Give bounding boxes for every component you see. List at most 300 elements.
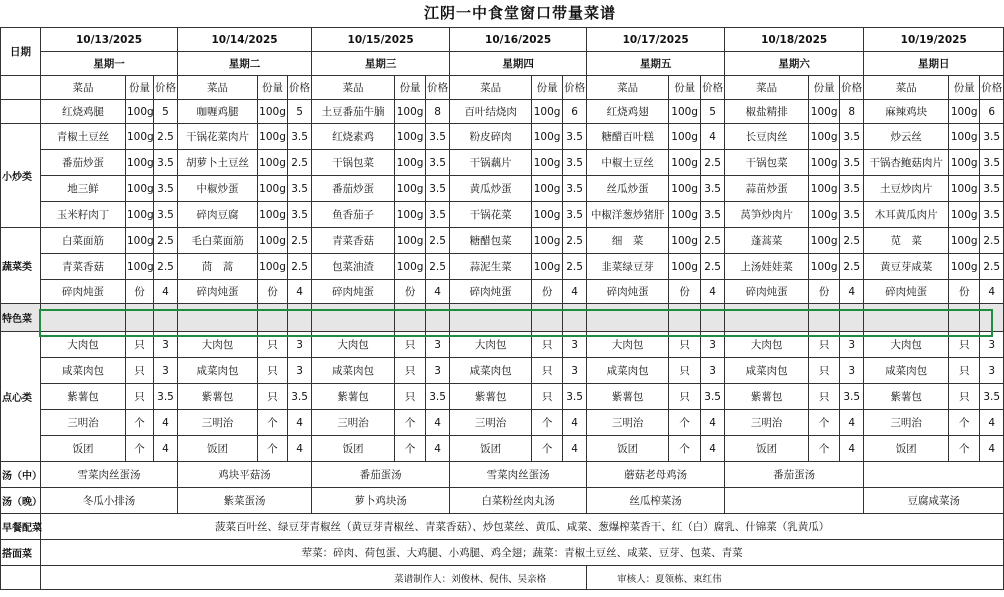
dish-price[interactable]: 3.5 <box>840 384 864 410</box>
dish-name[interactable]: 咸菜肉包 <box>178 358 258 384</box>
dish-price[interactable]: 4 <box>701 124 725 150</box>
dish-portion[interactable]: 100g <box>532 254 563 280</box>
dish-name[interactable]: 百叶结烧肉 <box>450 100 532 124</box>
dish-price[interactable]: 3.5 <box>701 176 725 202</box>
dish-name[interactable]: 中椒洋葱炒猪肝 <box>587 202 669 228</box>
dish-price[interactable]: 3.5 <box>840 176 864 202</box>
dish-portion[interactable]: 份 <box>949 280 980 304</box>
dish-price[interactable]: 4 <box>840 436 864 462</box>
dish-portion[interactable]: 100g <box>258 202 288 228</box>
dish-price[interactable]: 2.5 <box>980 228 1004 254</box>
dish-price[interactable]: 4 <box>840 410 864 436</box>
dish-price[interactable]: 2.5 <box>840 228 864 254</box>
col-header-price[interactable]: 价格 <box>426 76 450 100</box>
dish-name[interactable] <box>312 304 395 332</box>
dish-portion[interactable]: 100g <box>395 124 426 150</box>
dish-price[interactable]: 3.5 <box>426 176 450 202</box>
dish-name[interactable]: 碎肉炖蛋 <box>178 280 258 304</box>
dish-portion[interactable] <box>126 304 154 332</box>
dish-price[interactable]: 3.5 <box>154 150 178 176</box>
dish-price[interactable]: 5 <box>701 100 725 124</box>
dish-name[interactable]: 大肉包 <box>450 332 532 358</box>
dish-portion[interactable]: 份 <box>126 280 154 304</box>
dish-price[interactable]: 3.5 <box>288 124 312 150</box>
dish-price[interactable]: 3.5 <box>154 202 178 228</box>
dish-name[interactable] <box>41 304 126 332</box>
dish-portion[interactable]: 只 <box>532 332 563 358</box>
dish-price[interactable]: 4 <box>154 410 178 436</box>
dish-name[interactable]: 韭菜绿豆芽 <box>587 254 669 280</box>
dish-portion[interactable]: 只 <box>669 358 701 384</box>
dish-portion[interactable]: 100g <box>126 228 154 254</box>
dish-portion[interactable]: 只 <box>395 332 426 358</box>
soup_eve-item[interactable]: 紫菜蛋汤 <box>178 488 312 514</box>
dish-name[interactable]: 咸菜肉包 <box>725 358 809 384</box>
dish-name[interactable]: 碎肉炖蛋 <box>864 280 949 304</box>
dish-portion[interactable]: 只 <box>532 384 563 410</box>
dish-portion[interactable]: 100g <box>809 100 840 124</box>
day-weekday[interactable]: 星期四 <box>450 52 587 76</box>
dish-portion[interactable]: 100g <box>532 124 563 150</box>
dish-price[interactable]: 3.5 <box>426 202 450 228</box>
dish-portion[interactable]: 只 <box>126 358 154 384</box>
day-date[interactable]: 10/15/2025 <box>312 28 450 52</box>
soup_eve-item[interactable]: 萝卜鸡块汤 <box>312 488 450 514</box>
dish-portion[interactable]: 100g <box>809 150 840 176</box>
dish-name[interactable]: 碎肉炖蛋 <box>587 280 669 304</box>
dish-price[interactable]: 3.5 <box>980 124 1004 150</box>
dish-portion[interactable]: 100g <box>669 254 701 280</box>
footer-blank[interactable] <box>1 566 41 590</box>
dish-portion[interactable]: 个 <box>809 410 840 436</box>
row-label-veg[interactable]: 蔬菜类 <box>1 228 41 304</box>
dish-portion[interactable] <box>809 304 840 332</box>
dish-portion[interactable]: 个 <box>809 436 840 462</box>
dish-portion[interactable]: 100g <box>669 176 701 202</box>
dish-portion[interactable]: 100g <box>669 150 701 176</box>
day-date[interactable]: 10/13/2025 <box>41 28 178 52</box>
dish-portion[interactable]: 只 <box>949 384 980 410</box>
dish-name[interactable]: 毛白菜面筋 <box>178 228 258 254</box>
dish-name[interactable]: 苋 菜 <box>864 228 949 254</box>
dish-portion[interactable] <box>258 304 288 332</box>
dish-portion[interactable]: 个 <box>258 410 288 436</box>
dish-name[interactable]: 中椒炒蛋 <box>178 176 258 202</box>
dish-portion[interactable]: 100g <box>809 124 840 150</box>
soup_eve-item[interactable]: 丝瓜榨菜汤 <box>587 488 725 514</box>
dish-portion[interactable]: 100g <box>395 100 426 124</box>
dish-price[interactable]: 2.5 <box>288 150 312 176</box>
dish-portion[interactable]: 个 <box>949 410 980 436</box>
dish-price[interactable]: 4 <box>701 410 725 436</box>
dish-name[interactable]: 胡萝卜土豆丝 <box>178 150 258 176</box>
dish-name[interactable] <box>725 304 809 332</box>
dish-portion[interactable] <box>669 304 701 332</box>
dish-price[interactable]: 2.5 <box>701 150 725 176</box>
dish-name[interactable]: 咸菜肉包 <box>450 358 532 384</box>
dish-price[interactable] <box>840 304 864 332</box>
dish-portion[interactable]: 只 <box>395 358 426 384</box>
dish-name[interactable]: 丝瓜炒蛋 <box>587 176 669 202</box>
dish-price[interactable]: 6 <box>563 100 587 124</box>
dish-name[interactable]: 炒云丝 <box>864 124 949 150</box>
dish-portion[interactable]: 个 <box>395 410 426 436</box>
dish-price[interactable]: 2.5 <box>154 228 178 254</box>
dish-portion[interactable]: 只 <box>669 384 701 410</box>
dish-price[interactable]: 4 <box>426 436 450 462</box>
soup_noon-item[interactable] <box>864 462 1004 488</box>
dish-price[interactable]: 3.5 <box>154 176 178 202</box>
row-label-empty[interactable] <box>1 100 41 124</box>
dish-name[interactable]: 饭团 <box>725 436 809 462</box>
dish-price[interactable]: 3 <box>980 358 1004 384</box>
dish-name[interactable]: 中椒土豆丝 <box>587 150 669 176</box>
dish-portion[interactable] <box>949 304 980 332</box>
day-weekday[interactable]: 星期五 <box>587 52 725 76</box>
dish-portion[interactable]: 100g <box>532 202 563 228</box>
dish-portion[interactable]: 100g <box>532 150 563 176</box>
footer-reviewers[interactable]: 审核人：夏领栋、束红伟 <box>587 566 1004 590</box>
soup_noon-item[interactable]: 蘑菇老母鸡汤 <box>587 462 725 488</box>
dish-price[interactable]: 3 <box>701 332 725 358</box>
dish-portion[interactable]: 份 <box>395 280 426 304</box>
dish-name[interactable]: 糖醋百叶糕 <box>587 124 669 150</box>
dish-portion[interactable]: 个 <box>258 436 288 462</box>
dish-portion[interactable]: 100g <box>258 228 288 254</box>
col-header-price[interactable]: 价格 <box>154 76 178 100</box>
dish-portion[interactable]: 份 <box>809 280 840 304</box>
col-header-price[interactable]: 价格 <box>840 76 864 100</box>
dish-portion[interactable]: 100g <box>258 254 288 280</box>
dish-name[interactable]: 鱼香茄子 <box>312 202 395 228</box>
col-header-portion[interactable]: 份量 <box>809 76 840 100</box>
dish-name[interactable]: 木耳黄瓜肉片 <box>864 202 949 228</box>
dish-portion[interactable]: 100g <box>126 254 154 280</box>
dish-price[interactable]: 3.5 <box>980 202 1004 228</box>
row-label-breakfast[interactable]: 早餐配菜 <box>1 514 41 540</box>
dish-portion[interactable] <box>395 304 426 332</box>
takeaway-items[interactable]: 荤菜：碎肉、荷包蛋、大鸡腿、小鸡腿、鸡全翅；蔬菜：青椒土豆丝、咸菜、豆芽、包菜、青菜 <box>41 540 1004 566</box>
dish-portion[interactable]: 100g <box>669 228 701 254</box>
dish-portion[interactable]: 100g <box>395 176 426 202</box>
dish-price[interactable]: 4 <box>288 280 312 304</box>
dish-name[interactable]: 番茄炒蛋 <box>312 176 395 202</box>
dish-name[interactable]: 紫薯包 <box>587 384 669 410</box>
dish-price[interactable]: 3.5 <box>980 384 1004 410</box>
dish-name[interactable]: 紫薯包 <box>864 384 949 410</box>
dish-portion[interactable]: 个 <box>126 436 154 462</box>
dish-price[interactable]: 4 <box>154 280 178 304</box>
dish-name[interactable] <box>864 304 949 332</box>
dish-price[interactable]: 3 <box>563 358 587 384</box>
dish-price[interactable]: 3 <box>840 332 864 358</box>
row-label-special[interactable]: 特色菜 <box>1 304 41 332</box>
soup_noon-item[interactable]: 雪菜肉丝蛋汤 <box>450 462 587 488</box>
col-header-price[interactable]: 价格 <box>980 76 1004 100</box>
soup_noon-item[interactable]: 雪菜肉丝蛋汤 <box>41 462 178 488</box>
dish-portion[interactable]: 100g <box>126 202 154 228</box>
dish-name[interactable]: 咸菜肉包 <box>312 358 395 384</box>
dish-portion[interactable]: 只 <box>809 384 840 410</box>
dish-price[interactable]: 4 <box>288 436 312 462</box>
day-weekday[interactable]: 星期一 <box>41 52 178 76</box>
dish-name[interactable]: 咸菜肉包 <box>41 358 126 384</box>
dish-name[interactable]: 大肉包 <box>312 332 395 358</box>
dish-portion[interactable]: 100g <box>532 228 563 254</box>
dish-name[interactable]: 地三鲜 <box>41 176 126 202</box>
dish-name[interactable]: 青菜香菇 <box>41 254 126 280</box>
day-date[interactable]: 10/14/2025 <box>178 28 312 52</box>
dish-price[interactable]: 4 <box>288 410 312 436</box>
soup_noon-item[interactable]: 鸡块平菇汤 <box>178 462 312 488</box>
corner-cell[interactable] <box>1 76 41 100</box>
dish-price[interactable]: 4 <box>980 280 1004 304</box>
dish-portion[interactable]: 只 <box>809 358 840 384</box>
dish-price[interactable]: 3.5 <box>980 150 1004 176</box>
dish-portion[interactable]: 100g <box>126 100 154 124</box>
dish-portion[interactable]: 只 <box>395 384 426 410</box>
day-weekday[interactable]: 星期日 <box>864 52 1004 76</box>
dish-price[interactable]: 5 <box>154 100 178 124</box>
dish-price[interactable]: 3.5 <box>288 384 312 410</box>
dish-price[interactable]: 3.5 <box>426 150 450 176</box>
dish-name[interactable]: 细 菜 <box>587 228 669 254</box>
dish-price[interactable]: 3 <box>426 332 450 358</box>
day-weekday[interactable]: 星期六 <box>725 52 864 76</box>
dish-name[interactable]: 黄瓜炒蛋 <box>450 176 532 202</box>
dish-name[interactable]: 紫薯包 <box>725 384 809 410</box>
dish-portion[interactable] <box>532 304 563 332</box>
dish-portion[interactable]: 个 <box>532 410 563 436</box>
soup_noon-item[interactable]: 番茄蛋汤 <box>725 462 864 488</box>
dish-portion[interactable]: 100g <box>669 124 701 150</box>
dish-price[interactable] <box>426 304 450 332</box>
dish-price[interactable]: 3.5 <box>563 124 587 150</box>
dish-portion[interactable]: 只 <box>532 358 563 384</box>
dish-portion[interactable]: 只 <box>258 332 288 358</box>
dish-portion[interactable]: 100g <box>395 254 426 280</box>
dish-name[interactable]: 干锅包菜 <box>725 150 809 176</box>
dish-name[interactable]: 三明治 <box>41 410 126 436</box>
dish-name[interactable]: 玉米籽肉丁 <box>41 202 126 228</box>
dish-portion[interactable]: 100g <box>532 100 563 124</box>
dish-portion[interactable]: 100g <box>532 176 563 202</box>
col-header-dish[interactable]: 菜品 <box>41 76 126 100</box>
dish-name[interactable]: 土豆番茄牛腩 <box>312 100 395 124</box>
dish-portion[interactable]: 100g <box>258 124 288 150</box>
breakfast-items[interactable]: 菠菜百叶丝、绿豆芽青椒丝（黄豆芽青椒丝、青菜香菇）、炒包菜丝、黄瓜、咸菜、葱爆榨菜香干、红（白）腐乳、什锦菜（乳黄瓜） <box>41 514 1004 540</box>
dish-name[interactable]: 麻辣鸡块 <box>864 100 949 124</box>
dish-price[interactable]: 3 <box>701 358 725 384</box>
dish-name[interactable]: 番茄炒蛋 <box>41 150 126 176</box>
day-date[interactable]: 10/16/2025 <box>450 28 587 52</box>
dish-portion[interactable]: 100g <box>949 150 980 176</box>
dish-name[interactable]: 三明治 <box>725 410 809 436</box>
dish-portion[interactable]: 100g <box>809 202 840 228</box>
dish-portion[interactable]: 份 <box>258 280 288 304</box>
dish-price[interactable]: 3.5 <box>154 384 178 410</box>
dish-price[interactable]: 3.5 <box>426 384 450 410</box>
dish-price[interactable]: 3.5 <box>840 202 864 228</box>
row-label-dim_sum[interactable]: 点心类 <box>1 332 41 462</box>
dish-name[interactable]: 椒盐精排 <box>725 100 809 124</box>
col-header-portion[interactable]: 份量 <box>126 76 154 100</box>
soup_eve-item[interactable]: 豆腐咸菜汤 <box>864 488 1004 514</box>
dish-portion[interactable]: 100g <box>669 100 701 124</box>
dish-price[interactable]: 3.5 <box>840 150 864 176</box>
dish-portion[interactable]: 个 <box>669 410 701 436</box>
dish-name[interactable]: 干锅包菜 <box>312 150 395 176</box>
dish-portion[interactable]: 100g <box>949 124 980 150</box>
dish-name[interactable]: 红烧鸡腿 <box>41 100 126 124</box>
dish-name[interactable]: 三明治 <box>312 410 395 436</box>
col-header-price[interactable]: 价格 <box>701 76 725 100</box>
dish-name[interactable]: 粉皮碎肉 <box>450 124 532 150</box>
row-label-date[interactable]: 日期 <box>1 28 41 76</box>
dish-price[interactable]: 8 <box>840 100 864 124</box>
row-label-stir_fry[interactable]: 小炒类 <box>1 124 41 228</box>
dish-portion[interactable]: 份 <box>532 280 563 304</box>
dish-name[interactable]: 蓬蒿菜 <box>725 228 809 254</box>
dish-portion[interactable]: 个 <box>949 436 980 462</box>
dish-name[interactable]: 咸菜肉包 <box>864 358 949 384</box>
dish-price[interactable]: 5 <box>288 100 312 124</box>
row-label-takeaway[interactable]: 搭面菜 <box>1 540 41 566</box>
dish-name[interactable] <box>450 304 532 332</box>
dish-price[interactable]: 3.5 <box>563 202 587 228</box>
dish-name[interactable] <box>178 304 258 332</box>
dish-portion[interactable]: 100g <box>809 176 840 202</box>
dish-portion[interactable]: 100g <box>669 202 701 228</box>
dish-portion[interactable]: 100g <box>809 254 840 280</box>
dish-price[interactable]: 4 <box>426 410 450 436</box>
dish-price[interactable]: 3 <box>154 332 178 358</box>
dish-portion[interactable]: 100g <box>258 150 288 176</box>
dish-price[interactable]: 3 <box>980 332 1004 358</box>
row-label-soup_noon[interactable]: 汤（中） <box>1 462 41 488</box>
col-header-dish[interactable]: 菜品 <box>312 76 395 100</box>
dish-name[interactable]: 咖喱鸡腿 <box>178 100 258 124</box>
dish-portion[interactable]: 100g <box>126 176 154 202</box>
dish-portion[interactable]: 只 <box>809 332 840 358</box>
dish-price[interactable]: 4 <box>563 410 587 436</box>
dish-price[interactable]: 4 <box>701 280 725 304</box>
dish-price[interactable]: 4 <box>563 280 587 304</box>
dish-portion[interactable]: 只 <box>949 358 980 384</box>
dish-name[interactable]: 碎肉炖蛋 <box>725 280 809 304</box>
dish-portion[interactable]: 100g <box>258 176 288 202</box>
dish-name[interactable]: 长豆肉丝 <box>725 124 809 150</box>
dish-price[interactable]: 2.5 <box>426 228 450 254</box>
dish-price[interactable]: 3.5 <box>426 124 450 150</box>
soup_eve-item[interactable]: 白菜粉丝肉丸汤 <box>450 488 587 514</box>
col-header-portion[interactable]: 份量 <box>532 76 563 100</box>
dish-name[interactable]: 黄豆芽咸菜 <box>864 254 949 280</box>
dish-portion[interactable]: 只 <box>126 384 154 410</box>
dish-name[interactable]: 干锅杏鲍菇肉片 <box>864 150 949 176</box>
dish-name[interactable]: 饭团 <box>450 436 532 462</box>
dish-name[interactable]: 饭团 <box>864 436 949 462</box>
dish-name[interactable]: 土豆炒肉片 <box>864 176 949 202</box>
dish-portion[interactable]: 个 <box>669 436 701 462</box>
dish-name[interactable]: 饭团 <box>178 436 258 462</box>
dish-price[interactable]: 2.5 <box>154 254 178 280</box>
col-header-dish[interactable]: 菜品 <box>587 76 669 100</box>
dish-price[interactable]: 4 <box>563 436 587 462</box>
dish-price[interactable]: 2.5 <box>563 228 587 254</box>
dish-name[interactable]: 大肉包 <box>864 332 949 358</box>
dish-portion[interactable]: 个 <box>532 436 563 462</box>
col-header-price[interactable]: 价格 <box>288 76 312 100</box>
dish-portion[interactable]: 100g <box>949 176 980 202</box>
dish-price[interactable]: 6 <box>980 100 1004 124</box>
dish-price[interactable]: 3 <box>840 358 864 384</box>
dish-portion[interactable]: 只 <box>949 332 980 358</box>
col-header-dish[interactable]: 菜品 <box>864 76 949 100</box>
dish-portion[interactable]: 只 <box>258 384 288 410</box>
col-header-portion[interactable]: 份量 <box>669 76 701 100</box>
dish-price[interactable] <box>154 304 178 332</box>
dish-price[interactable] <box>980 304 1004 332</box>
dish-price[interactable]: 2.5 <box>426 254 450 280</box>
dish-name[interactable]: 碎肉炖蛋 <box>312 280 395 304</box>
day-weekday[interactable]: 星期二 <box>178 52 312 76</box>
dish-price[interactable]: 2.5 <box>563 254 587 280</box>
col-header-portion[interactable]: 份量 <box>258 76 288 100</box>
dish-name[interactable]: 干锅藕片 <box>450 150 532 176</box>
dish-name[interactable]: 碎肉豆腐 <box>178 202 258 228</box>
dish-name[interactable]: 莴笋炒肉片 <box>725 202 809 228</box>
dish-name[interactable]: 饭团 <box>41 436 126 462</box>
dish-price[interactable]: 3 <box>154 358 178 384</box>
dish-name[interactable]: 三明治 <box>178 410 258 436</box>
dish-price[interactable] <box>701 304 725 332</box>
dish-name[interactable]: 大肉包 <box>725 332 809 358</box>
row-label-soup_eve[interactable]: 汤（晚） <box>1 488 41 514</box>
dish-name[interactable]: 饭团 <box>587 436 669 462</box>
col-header-dish[interactable]: 菜品 <box>725 76 809 100</box>
dish-portion[interactable]: 只 <box>258 358 288 384</box>
dish-price[interactable]: 3 <box>288 332 312 358</box>
col-header-portion[interactable]: 份量 <box>395 76 426 100</box>
dish-portion[interactable]: 只 <box>669 332 701 358</box>
dish-name[interactable]: 青菜香菇 <box>312 228 395 254</box>
dish-name[interactable]: 糖醋包菜 <box>450 228 532 254</box>
dish-portion[interactable]: 100g <box>949 100 980 124</box>
dish-portion[interactable]: 份 <box>669 280 701 304</box>
dish-name[interactable]: 大肉包 <box>178 332 258 358</box>
soup_eve-item[interactable] <box>725 488 864 514</box>
dish-name[interactable]: 青椒土豆丝 <box>41 124 126 150</box>
dish-price[interactable]: 3.5 <box>288 176 312 202</box>
dish-price[interactable]: 4 <box>426 280 450 304</box>
dish-portion[interactable]: 100g <box>126 124 154 150</box>
dish-portion[interactable]: 100g <box>258 100 288 124</box>
dish-name[interactable]: 蒜泥生菜 <box>450 254 532 280</box>
dish-name[interactable]: 三明治 <box>587 410 669 436</box>
dish-name[interactable]: 紫薯包 <box>178 384 258 410</box>
dish-price[interactable]: 2.5 <box>701 228 725 254</box>
dish-price[interactable]: 4 <box>980 436 1004 462</box>
dish-name[interactable]: 干锅花菜肉片 <box>178 124 258 150</box>
dish-price[interactable]: 4 <box>154 436 178 462</box>
dish-price[interactable]: 2.5 <box>288 228 312 254</box>
dish-portion[interactable]: 100g <box>809 228 840 254</box>
dish-portion[interactable]: 100g <box>126 150 154 176</box>
dish-portion[interactable]: 100g <box>395 202 426 228</box>
dish-price[interactable]: 8 <box>426 100 450 124</box>
dish-price[interactable]: 3.5 <box>980 176 1004 202</box>
